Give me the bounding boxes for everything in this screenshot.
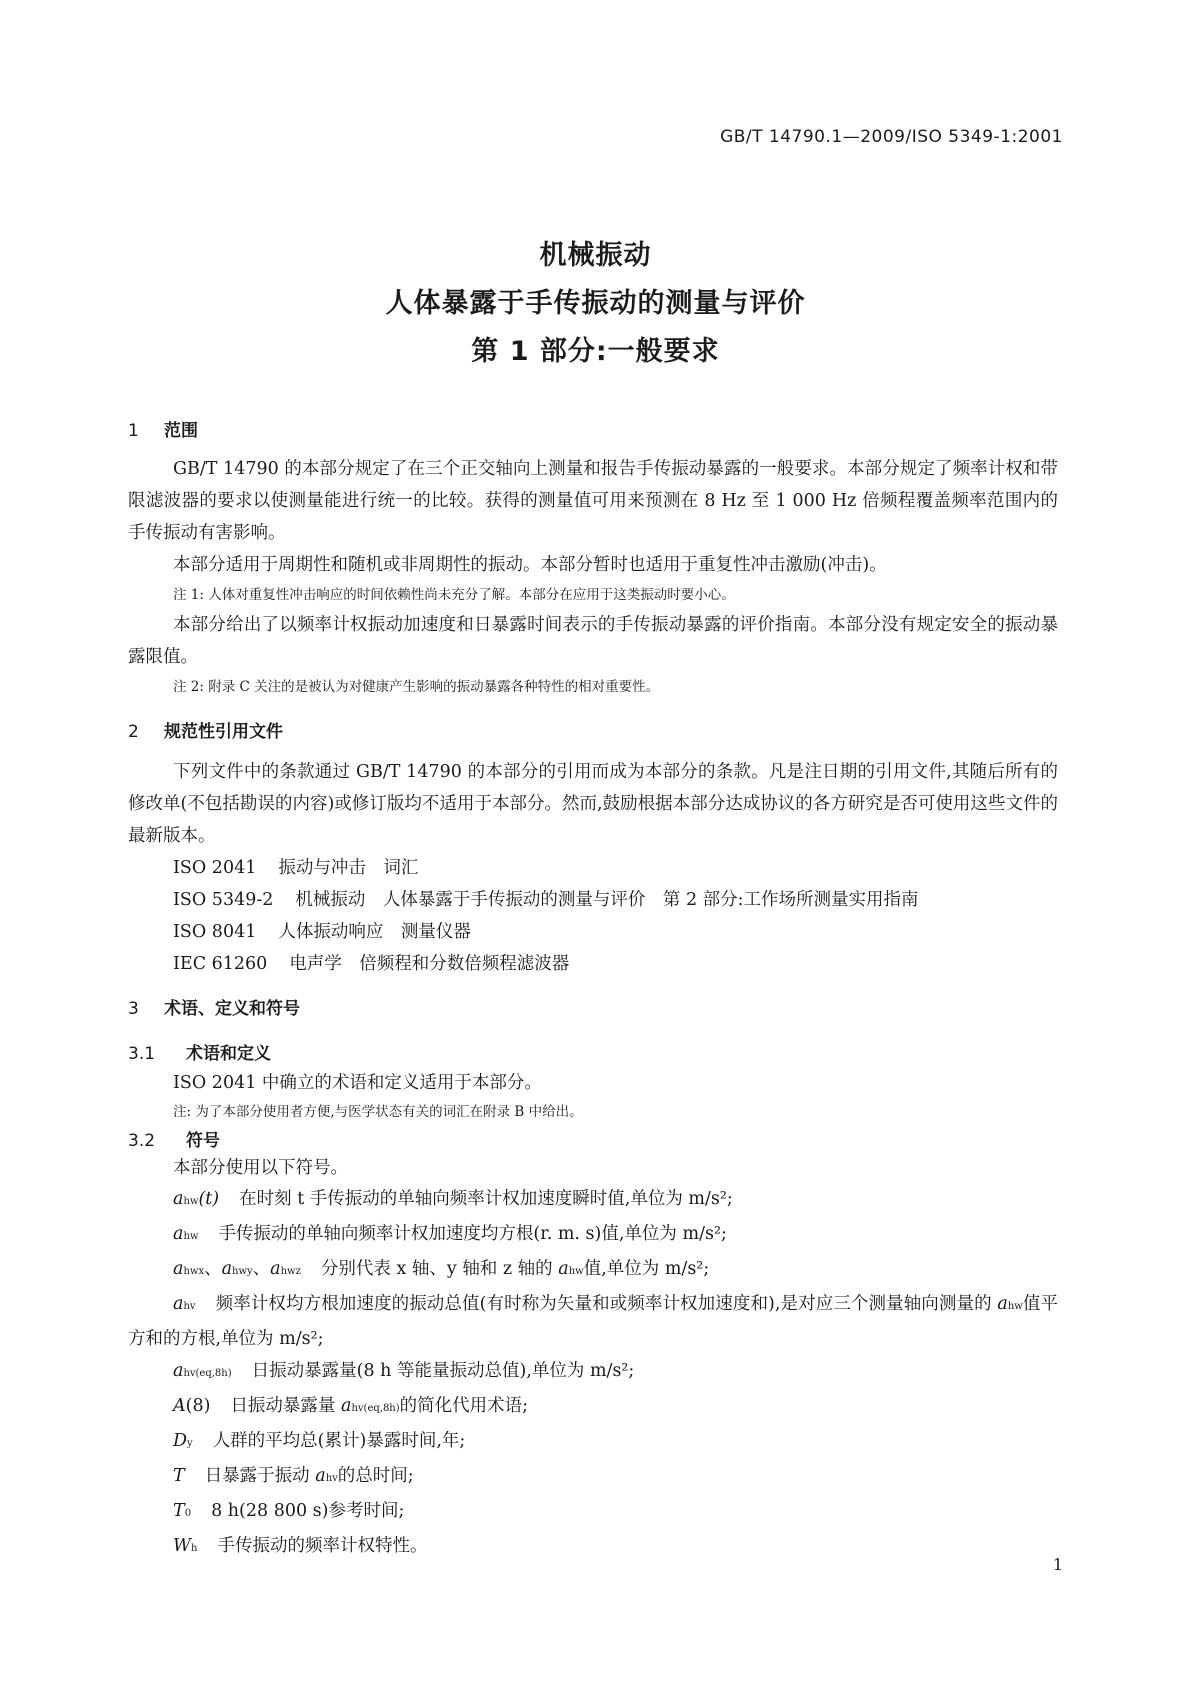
paragraph: ISO 2041 中确立的术语和定义适用于本部分。: [173, 1073, 542, 1093]
standard-number: GB/T 14790.1—2009/ISO 5349-1:2001: [720, 127, 1063, 147]
reference-item: [128, 884, 1058, 916]
reference-code: IEC 61260: [173, 954, 268, 974]
reference-title: 机械振动 人体暴露于手传振动的测量与评价 第 2 部分:工作场所测量实用指南: [295, 890, 919, 910]
title-line-2: 人体暴露于手传振动的测量与评价: [385, 288, 806, 319]
title-line-1: 机械振动: [539, 240, 652, 271]
note: 注 2: 附录 C 关注的是被认为对健康产生影响的振动暴露各种特性的相对重要性。: [173, 679, 660, 695]
section-number: 3.1: [128, 1044, 156, 1064]
reference-item: [128, 948, 1058, 980]
symbol-ahv: ahv 频率计权均方根加速度的振动总值(有时称为矢量和或频率计权加速度和),是对应三个测量轴向测量的 ahw值平方和的方根,单位为 m/s²;: [128, 1294, 1059, 1349]
document-body: [128, 416, 1058, 1565]
subsection-3-2-heading: [128, 1126, 1058, 1151]
symbol-ahw-t: ahw(t) 在时刻 t 手传振动的单轴向频率计权加速度瞬时值,单位为 m/s²;: [173, 1189, 733, 1209]
reference-item: [128, 852, 1058, 884]
section-title: 范围: [164, 421, 198, 441]
section-title: 术语和定义: [186, 1044, 271, 1064]
symbol-Wh: Wh 手传振动的频率计权特性。: [173, 1536, 428, 1556]
symbol-T0: T0 8 h(28 800 s)参考时间;: [173, 1501, 405, 1521]
section-number: 2: [128, 722, 139, 742]
paragraph: GB/T 14790 的本部分规定了在三个正交轴向上测量和报告手传振动暴露的一般要求。本部分规定了频率计权和带限滤波器的要求以使测量能进行统一的比较。获得的测量值可用来预测在 8 Hz 至 1 000 Hz 倍频程覆盖频率范围内的手传振动有害影响。: [128, 459, 1058, 543]
symbol-T: T 日暴露于振动 ahv的总时间;: [173, 1466, 414, 1486]
symbol-ahw: ahw 手传振动的单轴向频率计权加速度均方根(r. m. s)值,单位为 m/s²;: [173, 1224, 727, 1244]
reference-title: 人体振动响应 测量仪器: [278, 922, 471, 942]
section-title: 符号: [186, 1131, 220, 1151]
reference-item: [128, 916, 1058, 948]
reference-title: 振动与冲击 词汇: [278, 858, 419, 878]
paragraph: 本部分给出了以频率计权振动加速度和日暴露时间表示的手传振动暴露的评价指南。本部分没有规定安全的振动暴露限值。: [128, 615, 1058, 667]
section-2-heading: [128, 717, 1058, 742]
paragraph: 本部分使用以下符号。: [173, 1158, 348, 1178]
paragraph: 下列文件中的条款通过 GB/T 14790 的本部分的引用而成为本部分的条款。凡是注日期的引用文件,其随后所有的修改单(不包括勘误的内容)或修订版均不适用于本部分。然而,鼓励根据本部分达成协议的各方研究是否可使用这些文件的最新版本。: [128, 762, 1058, 846]
section-3-heading: [128, 994, 1058, 1019]
symbol-A8: A(8) 日振动暴露量 ahv(eq,8h)的简化代用术语;: [173, 1396, 529, 1416]
symbol-ahv-eq8h: ahv(eq,8h) 日振动暴露量(8 h 等能量振动总值),单位为 m/s²;: [173, 1361, 635, 1381]
paragraph: 本部分适用于周期性和随机或非周期性的振动。本部分暂时也适用于重复性冲击激励(冲击)。: [173, 555, 887, 575]
section-1-heading: [128, 416, 1058, 441]
section-title: 术语、定义和符号: [164, 999, 300, 1019]
section-number: 3: [128, 999, 139, 1019]
document-title: [0, 232, 1191, 376]
symbol-ahwxyz: ahwx、ahwy、ahwz 分别代表 x 轴、y 轴和 z 轴的 ahw值,单位为 m/s²;: [173, 1259, 710, 1279]
reference-title: 电声学 倍频程和分数倍频程滤波器: [289, 954, 570, 974]
reference-code: ISO 2041: [173, 858, 257, 878]
section-number: 3.2: [128, 1131, 156, 1151]
note: 注 1: 人体对重复性冲击响应的时间依赖性尚未充分了解。本部分在应用于这类振动时要小心。: [173, 587, 735, 603]
note: 注: 为了本部分使用者方便,与医学状态有关的词汇在附录 B 中给出。: [173, 1104, 583, 1120]
subsection-3-1-heading: [128, 1039, 1058, 1064]
reference-code: ISO 8041: [173, 922, 257, 942]
reference-code: ISO 5349-2: [173, 890, 274, 910]
title-line-3: 第 1 部分:一般要求: [471, 336, 720, 367]
page-number: 1: [1052, 1555, 1063, 1574]
symbol-Dy: Dy 人群的平均总(累计)暴露时间,年;: [173, 1431, 466, 1451]
section-title: 规范性引用文件: [164, 722, 283, 742]
section-number: 1: [128, 421, 139, 441]
